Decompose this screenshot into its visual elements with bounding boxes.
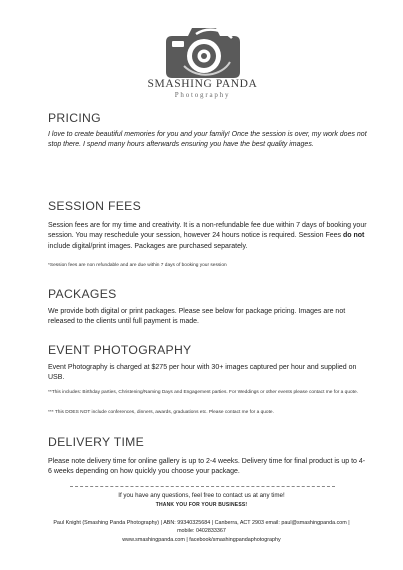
session-fees-text: Session fees are for my time and creativity. It is a non-refundable fee due within 7 days of booking your session. You may reschedule your session, however 24 hours notice is required. (48, 222, 367, 240)
session-fees-emphasis: do not (342, 232, 365, 240)
session-fees-text-post: include digital/print images. Packages are purchased separately. (48, 242, 248, 250)
pricing-heading: PRICING (48, 111, 101, 125)
session-fees-paragraph (48, 221, 368, 252)
footer-divider (70, 486, 335, 487)
session-fees-text-pre: Session Fees (298, 232, 343, 240)
footer-contact-line: Paul Knight (Smashing Panda Photography) | ABN: 99340325684 | Canberra, ACT 2903 email: paul@smashingpanda.com | mobile: 0402833367 (53, 520, 350, 535)
footer-thanks: THANK YOU FOR YOUR BUSINESS! (155, 502, 248, 508)
event-note-excludes: *** This DOES NOT include conferences, dinners, awards, graduations etc. Please contact me for a quote. (48, 410, 274, 415)
event-paragraph: Event Photography is charged at $275 per hour with 30+ images captured per hour and supplied on USB. (48, 364, 357, 382)
pricing-paragraph: I love to create beautiful memories for you and your family! Once the session is over, my work does not stop there. I spend many hours afterwards ensuring you have the best quality images. (48, 131, 367, 149)
delivery-time-heading: DELIVERY TIME (48, 435, 145, 449)
footer-question: If you have any questions, feel free to contact us at any time! (118, 492, 285, 499)
footer-contact (48, 519, 355, 544)
event-photography-heading: EVENT PHOTOGRAPHY (48, 343, 192, 357)
delivery-paragraph: Please note delivery time for online gallery is up to 2-4 weeks. Delivery time for final product is up to 4-6 weeks depending on how quickly you choose your package. (48, 458, 366, 476)
brand-name: SMASHING PANDA (147, 78, 258, 90)
brand-logo (140, 22, 265, 106)
camera-logo-icon (158, 22, 248, 80)
packages-heading: PACKAGES (48, 287, 117, 301)
brand-tagline: Photography (174, 91, 231, 99)
event-note-includes: **This includes: Birthday parties, Christening/Naming Days and Engagement parties. For Weddings or other events please contact me for a quote. (48, 390, 359, 395)
footer-web-line: www.smashingpanda.com | facebook/smashingpandaphotography (122, 536, 281, 543)
session-fees-note: *Session fees are non refundable and are due within 7 days of booking your session (48, 263, 227, 268)
packages-paragraph: We provide both digital or print packages. Please see below for package pricing. Images are not released to the clients until full payment is made. (48, 308, 346, 326)
session-fees-heading: SESSION FEES (48, 199, 142, 213)
